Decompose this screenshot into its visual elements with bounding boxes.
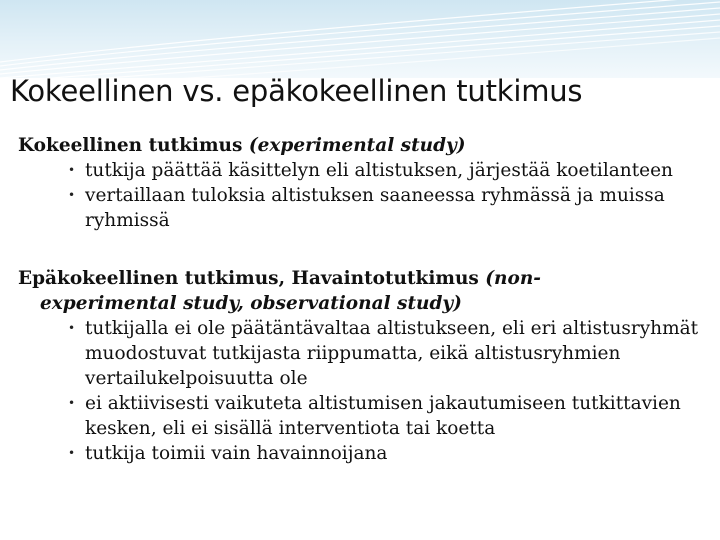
list-item — [18, 183, 708, 233]
bullet-icon: • — [68, 163, 76, 177]
bullet-icon: • — [68, 446, 76, 460]
list-item-text: tutkija päättää käsittelyn eli altistuksen, järjestää koetilanteen — [85, 160, 673, 181]
section-heading-italic-cont: experimental study, observational study) — [40, 293, 462, 314]
slide-content — [18, 133, 708, 466]
section-heading — [18, 266, 708, 316]
section-heading-bold: Epäkokeellinen tutkimus, Havaintotutkimus — [18, 268, 486, 289]
bullet-list — [18, 158, 708, 233]
list-item-text: vertaillaan tuloksia altistuksen saaneessa ryhmässä ja muissa ryhmissä — [85, 185, 665, 231]
section-heading-italic: (non- — [485, 268, 541, 289]
list-item-text: tutkijalla ei ole päätäntävaltaa altistukseen, eli eri altistusryhmät muodostuvat tutkijasta riippumatta, eikä altistusryhmien vertailukelpoisuutta ole — [85, 318, 699, 389]
slide-title: Kokeellinen vs. epäkokeellinen tutkimus — [10, 74, 583, 108]
section-heading-bold: Kokeellinen tutkimus — [18, 135, 249, 156]
section-observational — [18, 266, 708, 466]
bullet-list — [18, 316, 708, 466]
list-item — [18, 316, 708, 391]
header-background — [0, 0, 720, 78]
bullet-icon: • — [68, 188, 76, 202]
section-experimental — [18, 133, 708, 233]
section-heading — [18, 133, 708, 158]
decorative-waves — [0, 0, 720, 78]
list-item — [18, 441, 708, 466]
list-item-text: ei aktiivisesti vaikuteta altistumisen jakautumiseen tutkittavien kesken, eli ei sisällä interventiota tai koetta — [85, 393, 681, 439]
bullet-icon: • — [68, 321, 76, 335]
list-item-text: tutkija toimii vain havainnoijana — [85, 443, 388, 464]
list-item — [18, 391, 708, 441]
section-heading-italic: (experimental study) — [248, 135, 466, 156]
list-item — [18, 158, 708, 183]
bullet-icon: • — [68, 396, 76, 410]
